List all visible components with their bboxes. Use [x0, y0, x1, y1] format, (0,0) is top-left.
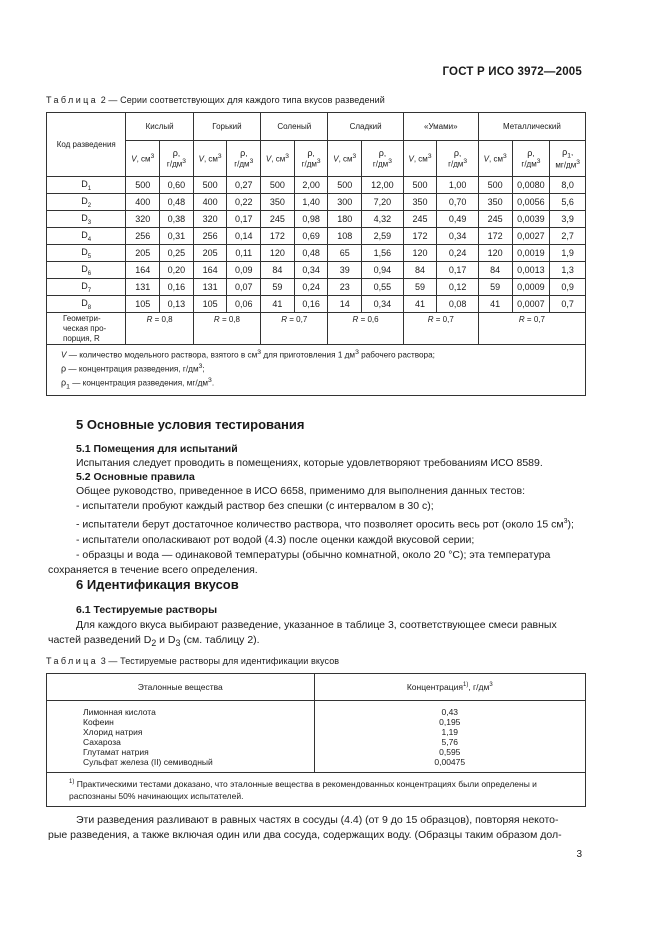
geo-value: = 0,6 [360, 315, 379, 324]
table-cell: 41 [261, 296, 295, 313]
geometric-proportion-row: Геометри- ческая про- порция, R R = 0,8 R = 0,8 R = 0,7 R = 0,6 R = 0,7 R = 0,7 [47, 313, 586, 345]
table3-caption [46, 656, 339, 666]
table-cell: 500 [478, 177, 512, 194]
standard-code: ГОСТ Р ИСО 3972—2005 [442, 66, 582, 78]
section-5-2-text: Общее руководство, приведенное в ИСО 6658, применимо для выполнения данных тестов: - испытатели пробуют каждый раствор без спешки (с интервалом в 30 с); - испытатели берут достаточное количество раствора, что позволяет оросить весь рот (около 15 $см^3$); - испытатели ополаскивают рот водой (4.3) после оценки каждой вкусовой серии; - образцы и вода — одинаковой температуры (обычно комнатной, около 20 °С); эта температура сохраняется в течение всего определения. [48, 485, 574, 576]
table-cell: 7,20 [362, 194, 404, 211]
table-cell: 205 [126, 245, 160, 262]
section-6-1-text: Для каждого вкуса выбирают разведение, указанное в таблице 3, соответствующее смеси равных частей разведений $D_2$ и $D_3$ (см. таблицу 2). [48, 619, 557, 649]
table-cell: 172 [261, 228, 295, 245]
table-cell: 0,06 [227, 296, 261, 313]
table-cell: 0,48 [294, 245, 328, 262]
list-item: 0,00475 [434, 757, 466, 767]
dilution-code: $D_5$ [47, 245, 126, 262]
table-cell: 84 [261, 262, 295, 279]
table-cell: 300 [328, 194, 362, 211]
table-cell: 0,69 [294, 228, 328, 245]
table-cell: 4,32 [362, 211, 404, 228]
reference-substances-table [46, 673, 586, 807]
table-cell: 0,34 [437, 228, 479, 245]
table-cell: 0,49 [437, 211, 479, 228]
dilution-code: $D_3$ [47, 211, 126, 228]
dilution-code: $D_1$ [47, 177, 126, 194]
taste-header: Соленый [261, 113, 328, 141]
section-5-2-title: 5.2 Основные правила [76, 471, 195, 483]
table-cell: 1,9 [550, 245, 586, 262]
table-cell: 0,17 [437, 262, 479, 279]
table-cell: 0,0013 [512, 262, 550, 279]
table-cell: 14 [328, 296, 362, 313]
col-concentration: Концентрация$^{1)}$, $г/дм^3$ [314, 674, 585, 701]
table2-notes: V — количество модельного раствора, взятого в $см^3$ для приготовления 1 $дм^3$ рабочего раствора; ρ — концентрация разведения, $г/дм^3$; $\rho_1$ — концентрация разведения, $мг/дм^3$. [47, 345, 586, 396]
geo-value: = 0,7 [526, 315, 545, 324]
list-item: 0,195 [439, 717, 461, 727]
table-cell: 0,0007 [512, 296, 550, 313]
table-cell: 0,11 [227, 245, 261, 262]
geo-value: = 0,7 [435, 315, 454, 324]
table-cell: 1,56 [362, 245, 404, 262]
table-cell: 500 [193, 177, 227, 194]
dilution-code: $D_7$ [47, 279, 126, 296]
table-cell: 3,9 [550, 211, 586, 228]
taste-header: Сладкий [328, 113, 403, 141]
table-cell: 65 [328, 245, 362, 262]
table-cell: 0,0027 [512, 228, 550, 245]
taste-header: Горький [193, 113, 260, 141]
table-cell: 1,40 [294, 194, 328, 211]
closing-paragraph: Эти разведения разливают в равных частях в сосуды (4.4) (от 9 до 15 образцов), повторяя некото- рые разведения, а также включая один или два сосуда, содержащих воду. (Образцы таким образом дол- [48, 814, 562, 841]
table-cell: 320 [126, 211, 160, 228]
list-item: Сахароза [83, 737, 121, 747]
geo-value: = 0,8 [221, 315, 240, 324]
table-cell: 41 [403, 296, 437, 313]
table-cell: 0,0056 [512, 194, 550, 211]
table-cell: 256 [193, 228, 227, 245]
list-item: Лимонная кислота [83, 707, 156, 717]
table-cell: 39 [328, 262, 362, 279]
taste-header: Металлический [478, 113, 585, 141]
list-item: Сульфат железа (II) семиводный [83, 757, 213, 767]
table-cell: 500 [328, 177, 362, 194]
list-item: 5,76 [441, 737, 459, 747]
concentration-list [314, 701, 585, 773]
table-cell: 59 [478, 279, 512, 296]
list-item: Глутамат натрия [83, 747, 149, 757]
table-cell: 400 [126, 194, 160, 211]
table-cell: 0,60 [160, 177, 194, 194]
table-cell: 400 [193, 194, 227, 211]
table-cell: 0,14 [227, 228, 261, 245]
section-5-1-text: Испытания следует проводить в помещениях, которые удовлетворяют требованиям ИСО 8589. [76, 457, 543, 469]
dilution-code: $D_2$ [47, 194, 126, 211]
table-cell: 0,48 [160, 194, 194, 211]
list-item: 0,595 [439, 747, 461, 757]
list-item: Кофеин [83, 717, 114, 727]
table-cell: 12,00 [362, 177, 404, 194]
list-item: 0,43 [441, 707, 459, 717]
section-6-1-title: 6.1 Тестируемые растворы [76, 604, 218, 616]
table-cell: 59 [403, 279, 437, 296]
section-5-1-title: 5.1 Помещения для испытаний [76, 443, 238, 455]
table-cell: 500 [261, 177, 295, 194]
table-cell: 0,13 [160, 296, 194, 313]
table-cell: 500 [403, 177, 437, 194]
table-cell: 0,31 [160, 228, 194, 245]
table-cell: 172 [403, 228, 437, 245]
taste-header: «Умами» [403, 113, 478, 141]
table-cell: 0,20 [160, 262, 194, 279]
table-cell: 0,22 [227, 194, 261, 211]
table-cell: 108 [328, 228, 362, 245]
table-row [47, 279, 586, 296]
table-cell: 105 [126, 296, 160, 313]
table-cell: 131 [126, 279, 160, 296]
table-cell: 59 [261, 279, 295, 296]
dilution-code: $D_4$ [47, 228, 126, 245]
table-cell: 0,27 [227, 177, 261, 194]
table-cell: 0,34 [362, 296, 404, 313]
dilution-code: $D_8$ [47, 296, 126, 313]
table-cell: 0,38 [160, 211, 194, 228]
table-cell: 131 [193, 279, 227, 296]
table-cell: 0,55 [362, 279, 404, 296]
table-cell: 41 [478, 296, 512, 313]
table-row [47, 296, 586, 313]
table-cell: 0,0019 [512, 245, 550, 262]
table3-caption-word: Таблица [46, 656, 99, 666]
dilution-code: $D_6$ [47, 262, 126, 279]
table-cell: 0,07 [227, 279, 261, 296]
table-cell: 0,12 [437, 279, 479, 296]
table-cell: 120 [403, 245, 437, 262]
table-cell: 0,0009 [512, 279, 550, 296]
table-cell: 205 [193, 245, 227, 262]
table2-caption-word: Таблица [46, 95, 99, 105]
table-cell: 0,7 [550, 296, 586, 313]
unit-header-row: V, $см^3$ ρ, $г/дм^3$ V, $см^3$ ρ, $г/дм^3$ V, $см^3$ ρ, $г/дм^3$ V, $см^3$ ρ, $г/дм^3$ V, $см^3$ ρ, $г/дм^3$ V, $см^3$ ρ, $г/дм^3$ $\rho_1$, $мг/дм^3$ [47, 141, 586, 177]
table-cell: 0,09 [227, 262, 261, 279]
section-5-title: 5 Основные условия тестирования [76, 417, 305, 432]
table-cell: 0,98 [294, 211, 328, 228]
table-cell: 0,0080 [512, 177, 550, 194]
table-cell: 0,16 [294, 296, 328, 313]
table-cell: 0,24 [294, 279, 328, 296]
geo-label: Геометри- ческая про- порция, R [47, 313, 126, 345]
table-row [47, 262, 586, 279]
table-cell: 164 [193, 262, 227, 279]
table-cell: 105 [193, 296, 227, 313]
table-cell: 2,7 [550, 228, 586, 245]
table2-caption-text: 2 — Серии соответствующих для каждого типа вкусов разведений [98, 95, 385, 105]
geo-value: = 0,7 [289, 315, 308, 324]
dilution-series-table [46, 112, 586, 396]
list-item: 1,19 [441, 727, 459, 737]
col-substances: Эталонные вещества [47, 674, 315, 701]
row-header-cell: Код разведения [47, 113, 126, 177]
table-cell: 8,0 [550, 177, 586, 194]
table-cell: 172 [478, 228, 512, 245]
geo-value: = 0,8 [154, 315, 173, 324]
table-cell: 0,70 [437, 194, 479, 211]
table-cell: 84 [478, 262, 512, 279]
table-cell: 0,17 [227, 211, 261, 228]
table-cell: 350 [261, 194, 295, 211]
substance-list [47, 701, 315, 773]
page-number: 3 [576, 849, 582, 860]
table-cell: 84 [403, 262, 437, 279]
table-cell: 0,24 [437, 245, 479, 262]
table-cell: 245 [478, 211, 512, 228]
table-cell: 0,9 [550, 279, 586, 296]
table-cell: 2,00 [294, 177, 328, 194]
table-row [47, 177, 586, 194]
table-cell: 5,6 [550, 194, 586, 211]
table-row [47, 228, 586, 245]
table-cell: 320 [193, 211, 227, 228]
taste-header: Кислый [126, 113, 193, 141]
section-6-title: 6 Идентификация вкусов [76, 577, 239, 592]
table-cell: 350 [403, 194, 437, 211]
table-row [47, 245, 586, 262]
table-cell: 120 [261, 245, 295, 262]
table3-caption-text: 3 — Тестируемые растворы для идентификации вкусов [98, 656, 340, 666]
table-cell: 0,25 [160, 245, 194, 262]
table2-caption [46, 95, 385, 105]
table-cell: 256 [126, 228, 160, 245]
table-row [47, 194, 586, 211]
table3-footnote: $^{1)}$ Практическими тестами доказано, что эталонные вещества в рекомендованных концентрациях были определены и распознаны 50% начинающих испытателей. [47, 773, 586, 807]
table-cell: 245 [403, 211, 437, 228]
table-cell: 245 [261, 211, 295, 228]
table-cell: 180 [328, 211, 362, 228]
table-cell: 120 [478, 245, 512, 262]
table-cell: 1,00 [437, 177, 479, 194]
table-cell: 2,59 [362, 228, 404, 245]
table-cell: 164 [126, 262, 160, 279]
table-cell: 0,34 [294, 262, 328, 279]
table-cell: 1,3 [550, 262, 586, 279]
table-cell: 350 [478, 194, 512, 211]
table-cell: 0,94 [362, 262, 404, 279]
table-cell: 500 [126, 177, 160, 194]
table-cell: 0,08 [437, 296, 479, 313]
table-cell: 23 [328, 279, 362, 296]
list-item: Хлорид натрия [83, 727, 143, 737]
table-cell: 0,16 [160, 279, 194, 296]
table-row [47, 211, 586, 228]
table-cell: 0,0039 [512, 211, 550, 228]
